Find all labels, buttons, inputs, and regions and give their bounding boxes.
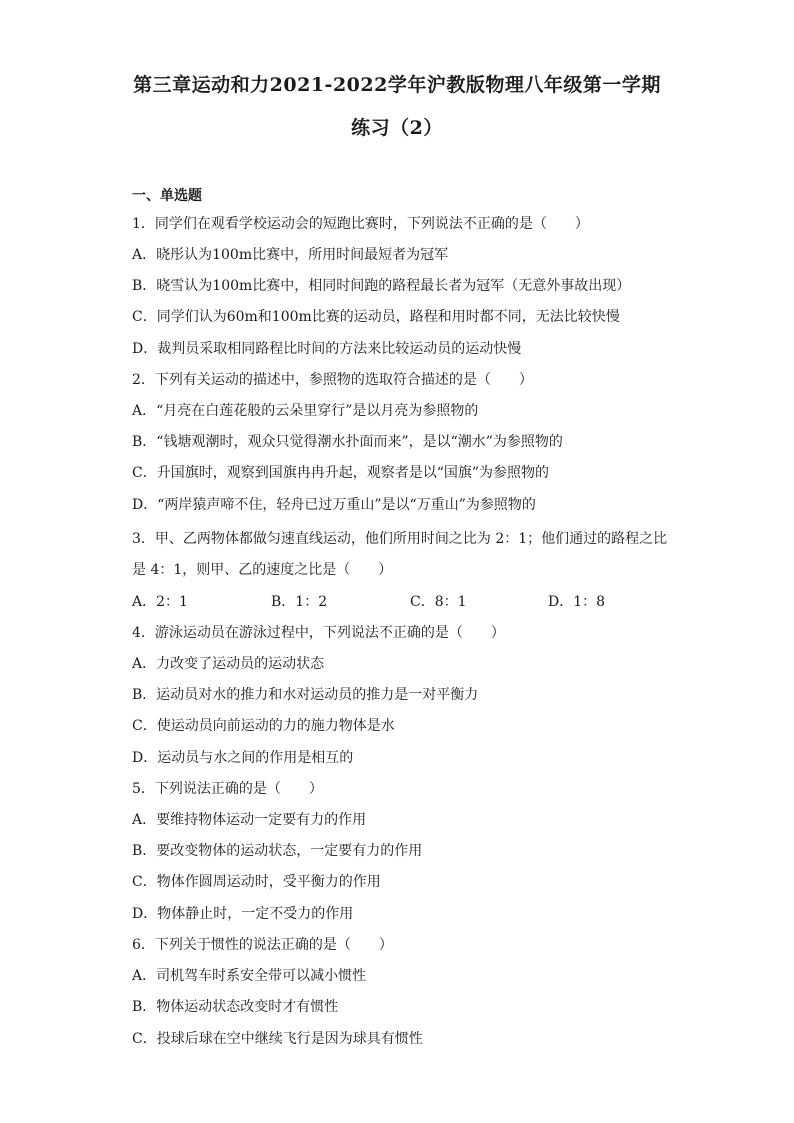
question-2-stem: 2．下列有关运动的描述中，参照物的选取符合描述的是（ ） [132, 372, 533, 388]
question-5-option-c: C．物体作圆周运动时，受平衡力的作用 [132, 874, 381, 890]
question-1-option-a: A．晓彤认为100m比赛中，所用时间最短者为冠军 [132, 247, 449, 263]
question-1-stem: 1．同学们在观看学校运动会的短跑比赛时，下列说法不正确的是（ ） [132, 216, 589, 232]
question-5-option-d: D．物体静止时，一定不受力的作用 [132, 906, 354, 922]
question-5-stem: 5．下列说法正确的是（ ） [132, 781, 323, 797]
question-6-stem: 6．下列关于惯性的说法正确的是（ ） [132, 937, 393, 953]
question-2-option-c: C．升国旗时，观察到国旗冉冉升起，观察者是以“国旗”为参照物的 [132, 465, 550, 481]
question-2-option-d: D．“两岸猿声啼不住，轻舟已过万重山”是以“万重山”为参照物的 [132, 497, 536, 513]
question-4-option-a: A．力改变了运动员的运动状态 [132, 656, 325, 672]
question-5-option-a: A．要维持物体运动一定要有力的作用 [132, 812, 367, 828]
document-subtitle: 练习（2） [351, 117, 443, 139]
question-1-option-c: C．同学们认为60m和100m比赛的运动员，路程和用时都不同，无法比较快慢 [132, 309, 620, 325]
question-3-option-b: B．1：2 [271, 594, 328, 610]
question-6-option-a: A．司机驾车时系安全带可以减小惯性 [132, 968, 367, 984]
question-6-option-b: B．物体运动状态改变时才有惯性 [132, 999, 339, 1015]
section-heading: 一、单选题 [132, 188, 202, 204]
question-3-option-d: D．1：8 [548, 594, 606, 610]
question-3-option-c: C．8：1 [410, 594, 467, 610]
question-2-option-a: A．“月亮在白莲花般的云朵里穿行”是以月亮为参照物的 [132, 403, 479, 419]
question-3-option-a: A．2：1 [132, 594, 188, 610]
question-4-option-b: B．运动员对水的推力和水对运动员的推力是一对平衡力 [132, 687, 479, 703]
question-2-option-b: B．“钱塘观潮时，观众只觉得潮水扑面而来”，是以“潮水”为参照物的 [132, 434, 563, 450]
question-4-option-c: C．使运动员向前运动的力的施力物体是水 [132, 718, 395, 734]
question-4-stem: 4．游泳运动员在游泳过程中，下列说法不正确的是（ ） [132, 625, 505, 641]
question-1-option-d: D．裁判员采取相同路程比时间的方法来比较运动员的运动快慢 [132, 341, 522, 357]
question-5-option-b: B．要改变物体的运动状态，一定要有力的作用 [132, 843, 423, 859]
question-4-option-d: D．运动员与水之间的作用是相互的 [132, 750, 354, 766]
question-1-option-b: B．晓雪认为100m比赛中，相同时间跑的路程最长者为冠军（无意外事故出现） [132, 278, 631, 294]
question-6-option-c: C．投球后球在空中继续飞行是因为球具有惯性 [132, 1031, 423, 1047]
document-title: 第三章运动和力2021-2022学年沪教版物理八年级第一学期 [133, 74, 661, 96]
question-3-stem-line2: 是 4：1，则甲、乙的速度之比是（ ） [132, 562, 393, 578]
question-3-stem-line1: 3．甲、乙两物体都做匀速直线运动，他们所用时间之比为 2：1；他们通过的路程之比 [132, 531, 668, 547]
